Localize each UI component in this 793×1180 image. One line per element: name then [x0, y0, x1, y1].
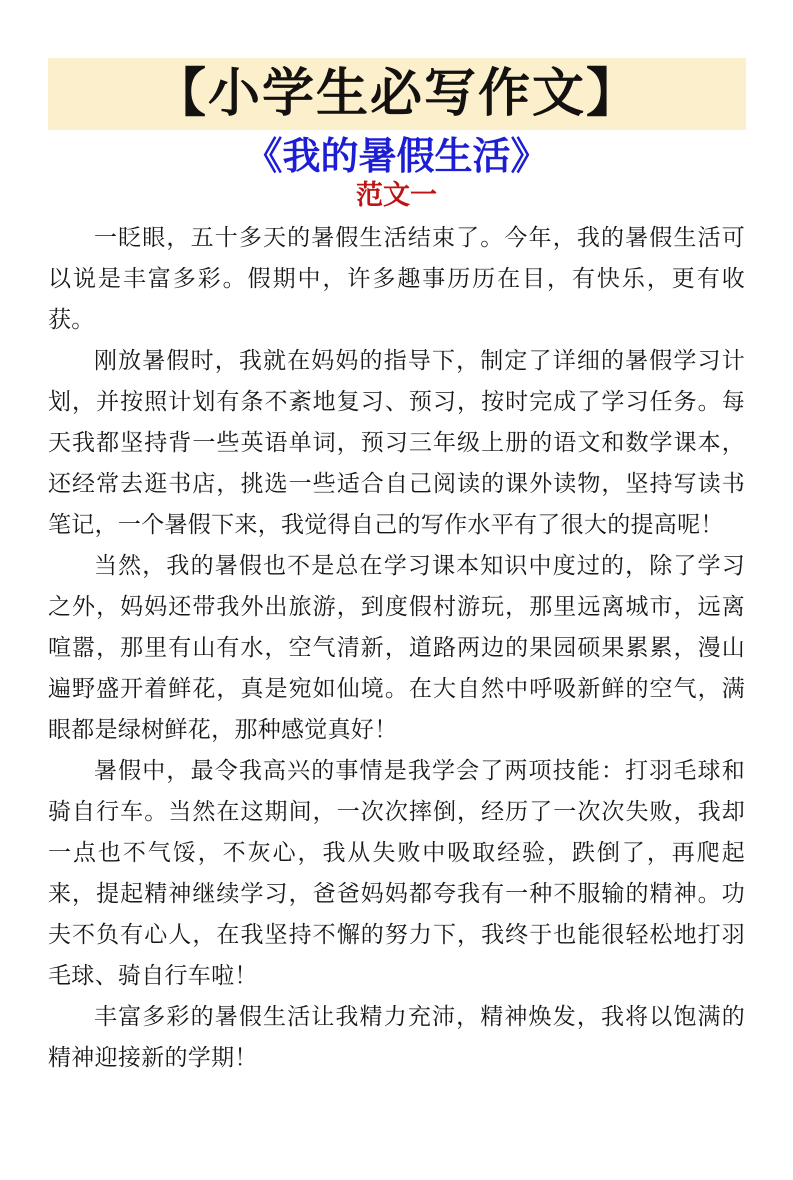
essay-paragraph: 一眨眼，五十多天的暑假生活结束了。今年，我的暑假生活可以说是丰富多彩。假期中，许多趣事历历在目，有快乐，更有收获。	[48, 224, 745, 332]
essay-subtitle: 范文一	[356, 180, 437, 210]
essay-paragraph: 刚放暑假时，我就在妈妈的指导下，制定了详细的暑假学习计划，并按照计划有条不紊地复习、预习，按时完成了学习任务。每天我都坚持背一些英语单词，预习三年级上册的语文和数学课本，还经常去逛书店，挑选一些适合自己阅读的课外读物，坚持写读书笔记，一个暑假下来，我觉得自己的写作水平有了很大的提高呢！	[48, 347, 745, 537]
essay-paragraph: 当然，我的暑假也不是总在学习课本知识中度过的，除了学习之外，妈妈还带我外出旅游，到度假村游玩，那里远离城市，远离喧嚣，那里有山有水，空气清新，道路两边的果园硕果累累，漫山遍野盛开着鲜花，真是宛如仙境。在大自然中呼吸新鲜的空气，满眼都是绿树鲜花，那种感觉真好！	[48, 552, 745, 742]
essay-paragraph: 暑假中，最令我高兴的事情是我学会了两项技能：打羽毛球和骑自行车。当然在这期间，一次次摔倒，经历了一次次失败，我却一点也不气馁，不灰心，我从失败中吸取经验，跌倒了，再爬起来，提起精神继续学习，爸爸妈妈都夸我有一种不服输的精神。功夫不负有心人，在我坚持不懈的努力下，我终于也能很轻松地打羽毛球、骑自行车啦！	[48, 757, 745, 988]
banner-title: 【小学生必写作文】	[153, 63, 640, 124]
essay-body	[48, 217, 745, 1078]
banner	[48, 58, 746, 130]
document-page	[0, 58, 793, 1180]
essay-paragraph: 丰富多彩的暑假生活让我精力充沛，精神焕发，我将以饱满的精神迎接新的学期！	[48, 1003, 745, 1070]
essay-title: 《我的暑假生活》	[244, 133, 549, 178]
